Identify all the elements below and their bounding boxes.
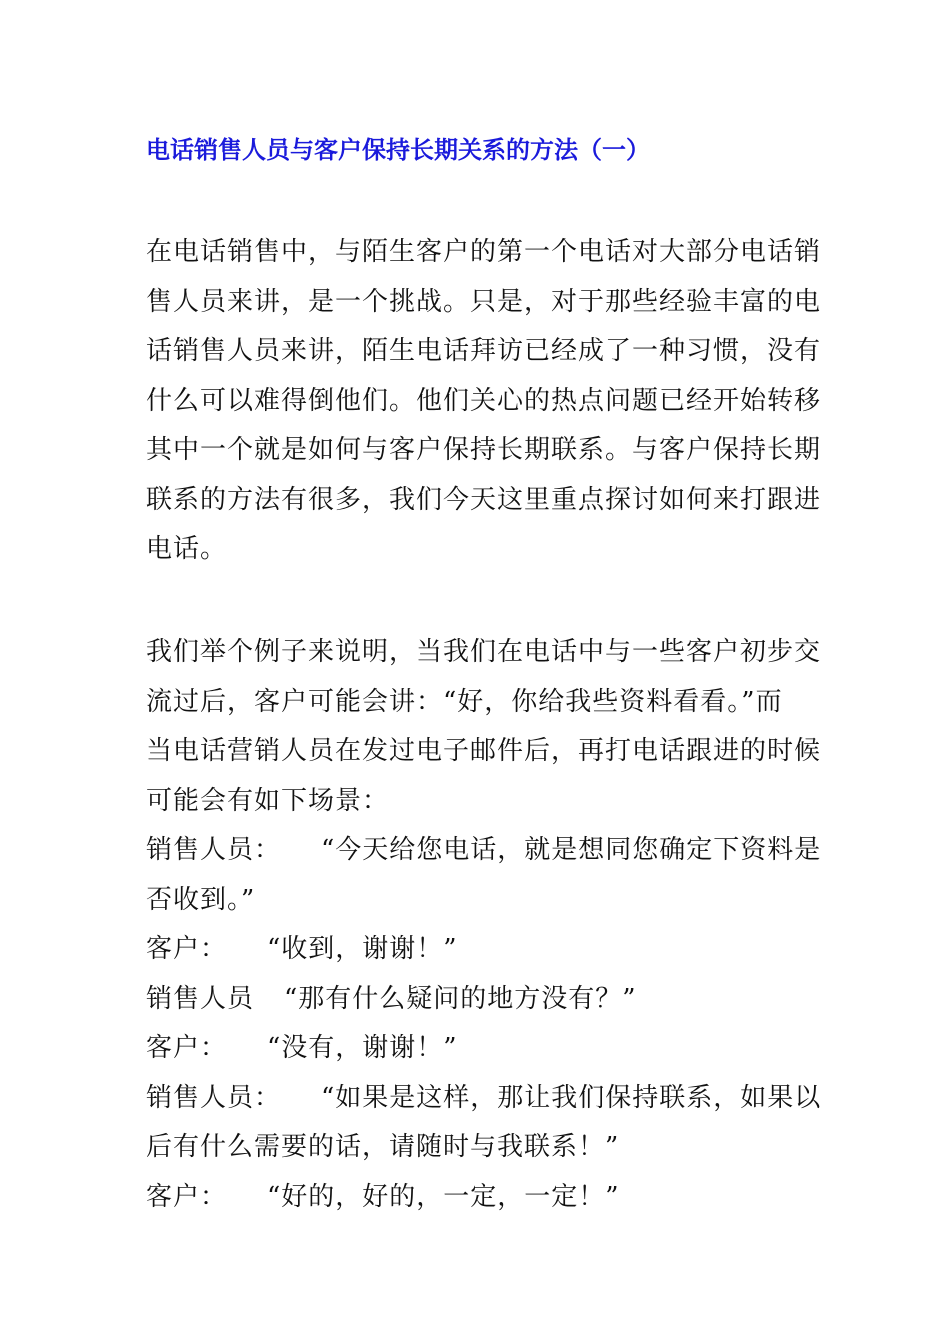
paragraph-line: 话销售人员来讲，陌生电话拜访已经成了一种习惯，没有 xyxy=(146,336,822,366)
dialogue-text: “没有，谢谢！” xyxy=(267,1033,458,1063)
paragraph-line: 什么可以难得倒他们。他们关心的热点问题已经开始转移 xyxy=(146,385,822,416)
dialogue-speaker: 客户： xyxy=(146,1033,228,1063)
paragraph-line: 联系的方法有很多，我们今天这里重点探讨如何来打跟进 xyxy=(146,484,822,515)
dialogue-text: “如果是这样，那让我们保持联系，如果以 xyxy=(321,1082,822,1113)
dialogue-line: 后有什么需要的话，请随时与我联系！” xyxy=(146,1132,620,1162)
dialogue-line xyxy=(146,1173,808,1223)
dialogue-speaker: 客户： xyxy=(146,934,228,964)
dialogue-text: “好的，好的，一定，一定！” xyxy=(267,1181,620,1212)
dialogue-text: “今天给您电话，就是想同您确定下资料是 xyxy=(321,835,822,865)
dialogue-line xyxy=(146,975,808,1025)
paragraph-line: 在电话销售中，与陌生客户的第一个电话对大部分电话销 xyxy=(146,237,822,267)
dialogue-line xyxy=(146,1024,808,1074)
dialogue-line: 否收到。” xyxy=(146,884,256,915)
paragraph-line: 售人员来讲，是一个挑战。只是，对于那些经验丰富的电 xyxy=(146,286,822,317)
dialogue-line xyxy=(146,1074,822,1124)
document-title: 电话销售人员与客户保持长期关系的方法（一） xyxy=(146,135,650,164)
paragraph-example xyxy=(146,628,822,1222)
paragraph-line: 可能会有如下场景： xyxy=(146,785,390,816)
paragraph-line: 流过后，客户可能会讲：“好，你给我些资料看看。”而 xyxy=(146,686,783,717)
dialogue-speaker: 销售人员： xyxy=(146,835,282,865)
dialogue-text: “收到，谢谢！” xyxy=(267,934,458,964)
dialogue-speaker: 销售人员 xyxy=(146,983,255,1014)
paragraph-line: 其中一个就是如何与客户保持长期联系。与客户保持长期 xyxy=(146,435,822,465)
paragraph-line: 电话。 xyxy=(146,534,228,564)
paragraph-intro xyxy=(146,228,822,575)
dialogue-text: “那有什么疑问的地方没有？” xyxy=(284,983,637,1014)
dialogue-line xyxy=(146,925,808,975)
paragraph-line: 当电话营销人员在发过电子邮件后，再打电话跟进的时候 xyxy=(146,736,822,766)
dialogue-speaker: 销售人员： xyxy=(146,1082,282,1113)
dialogue-speaker: 客户： xyxy=(146,1181,228,1212)
paragraph-line: 我们举个例子来说明，当我们在电话中与一些客户初步交 xyxy=(146,637,822,667)
dialogue-line xyxy=(146,826,822,876)
